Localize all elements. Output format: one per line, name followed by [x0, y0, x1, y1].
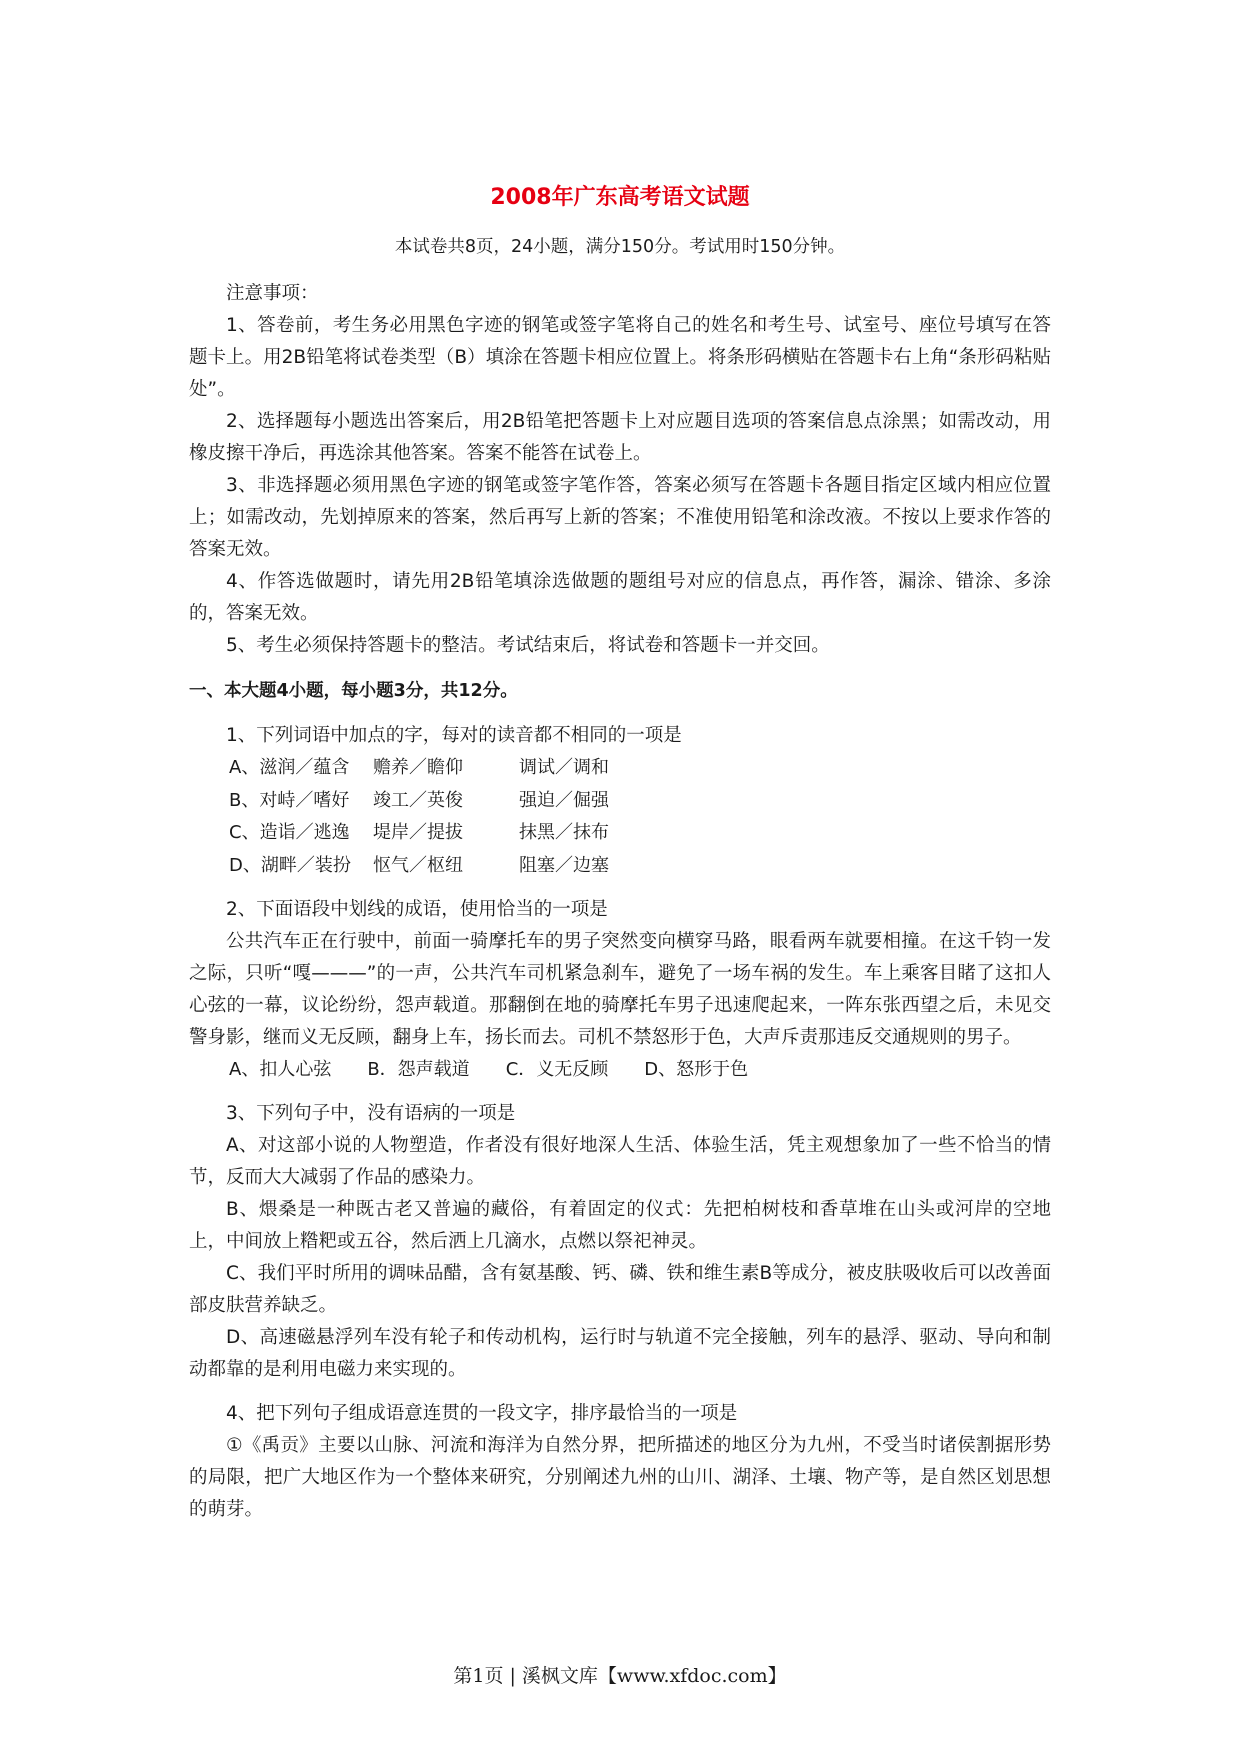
question-3-option-c: C、我们平时所用的调味品醋，含有氨基酸、钙、磷、铁和维生素B等成分，被皮肤吸收后可以改善面部皮肤营养缺乏。 [189, 1263, 1051, 1316]
notice-item: 1、答卷前，考生务必用黑色字迹的钢笔或签字笔将自己的姓名和考生号、试室号、座位号填写在答题卡上。用2B铅笔将试卷类型（B）填涂在答题卡相应位置上。将条形码横贴在答题卡右上角“条形码粘贴处”。 [189, 315, 1051, 400]
option-b: B．怨声载道 [367, 1059, 470, 1080]
question-2-passage: 公共汽车正在行驶中，前面一骑摩托车的男子突然变向横穿马路，眼看两车就要相撞。在这千钧一发之际，只听“嘎———”的一声，公共汽车司机紧急刹车，避免了一场车祸的发生。车上乘客目睹了这扣人心弦的一幕，议论纷纷，怨声载道。那翻倒在地的骑摩托车男子迅速爬起来，一阵东张西望之后，未见交警身影，继而义无反顾，翻身上车，扬长而去。司机不禁怒形于色，大声斥责那违反交通规则的男子。 [189, 931, 1051, 1048]
option-cell: A、滋润／蕴含 [229, 757, 350, 778]
option-c: C．义无反顾 [505, 1059, 609, 1080]
question-1-stem: 1、下列词语中加点的字，每对的读音都不相同的一项是 [226, 725, 682, 746]
notice-heading: 注意事项： [226, 283, 319, 304]
question-1-option-d [189, 850, 1051, 883]
question-1-option-c [189, 817, 1051, 850]
section-heading: 一、本大题4小题，每小题3分，共12分。 [189, 681, 518, 701]
option-d: D、怒形于色 [644, 1059, 749, 1080]
option-cell: C、造诣／逃逸 [229, 822, 350, 843]
exam-subtitle: 本试卷共8页，24小题，满分150分。考试用时150分钟。 [394, 237, 846, 257]
question-1-option-a [189, 752, 1051, 785]
question-3-stem: 3、下列句子中，没有语病的一项是 [226, 1103, 516, 1124]
option-cell: 调试／调和 [519, 757, 609, 778]
page-footer: 第1页 | 溪枫文库【www.xfdoc.com】 [453, 1665, 787, 1687]
option-cell: 强迫／倔强 [519, 789, 609, 811]
option-cell: 竣工／英俊 [373, 789, 463, 811]
notice-item: 2、选择题每小题选出答案后，用2B铅笔把答题卡上对应题目选项的答案信息点涂黑；如需改动，用橡皮擦干净后，再选涂其他答案。答案不能答在试卷上。 [189, 411, 1051, 464]
notice-item: 5、考生必须保持答题卡的整洁。考试结束后，将试卷和答题卡一并交回。 [226, 635, 830, 656]
option-cell: 堤岸／提拔 [373, 822, 463, 843]
option-cell: 怄气／枢纽 [373, 854, 463, 876]
question-3-option-a: A、对这部小说的人物塑造，作者没有很好地深人生活、体验生活，凭主观想象加了一些不恰当的情节，反而大大减弱了作品的感染力。 [189, 1135, 1051, 1188]
notice-item: 4、作答选做题时，请先用2B铅笔填涂选做题的题组号对应的信息点，再作答，漏涂、错涂、多涂的，答案无效。 [189, 571, 1051, 624]
notice-item: 3、非选择题必须用黑色字迹的钢笔或签字笔作答，答案必须写在答题卡各题目指定区域内相应位置上；如需改动，先划掉原来的答案，然后再写上新的答案；不准使用铅笔和涂改液。不按以上要求作答的答案无效。 [189, 475, 1051, 560]
question-2-stem: 2、下面语段中划线的成语，使用恰当的一项是 [226, 899, 608, 920]
question-3-option-b: B、煨桑是一种既古老又普遍的藏俗，有着固定的仪式：先把柏树枝和香草堆在山头或河岸的空地上，中间放上糌粑或五谷，然后洒上几滴水，点燃以祭祀神灵。 [189, 1199, 1051, 1252]
document-page [189, 170, 1051, 1526]
question-2-options [189, 1054, 1051, 1086]
question-3-option-d: D、高速磁悬浮列车没有轮子和传动机构，运行时与轨道不完全接触，列车的悬浮、驱动、导向和制动都靠的是利用电磁力来实现的。 [189, 1327, 1051, 1380]
option-cell: 抹黑／抹布 [519, 822, 609, 843]
option-a: A、扣人心弦 [229, 1059, 332, 1080]
option-cell: 赡养／瞻仰 [373, 757, 463, 778]
question-4-stem: 4、把下列句子组成语意连贯的一段文字，排序最恰当的一项是 [226, 1403, 738, 1424]
option-cell: D、湖畔／装扮 [229, 854, 351, 876]
option-cell: B、对峙／嗜好 [229, 789, 350, 811]
question-4-passage: ①《禹贡》主要以山脉、河流和海洋为自然分界，把所描述的地区分为九州，不受当时诸侯割据形势的局限，把广大地区作为一个整体来研究，分别阐述九州的山川、湖泽、土壤、物产等，是自然区划思想的萌芽。 [189, 1435, 1051, 1520]
question-1-option-b [189, 785, 1051, 818]
option-cell: 阻塞／边塞 [519, 854, 609, 876]
page-title: 2008年广东高考语文试题 [490, 185, 750, 210]
